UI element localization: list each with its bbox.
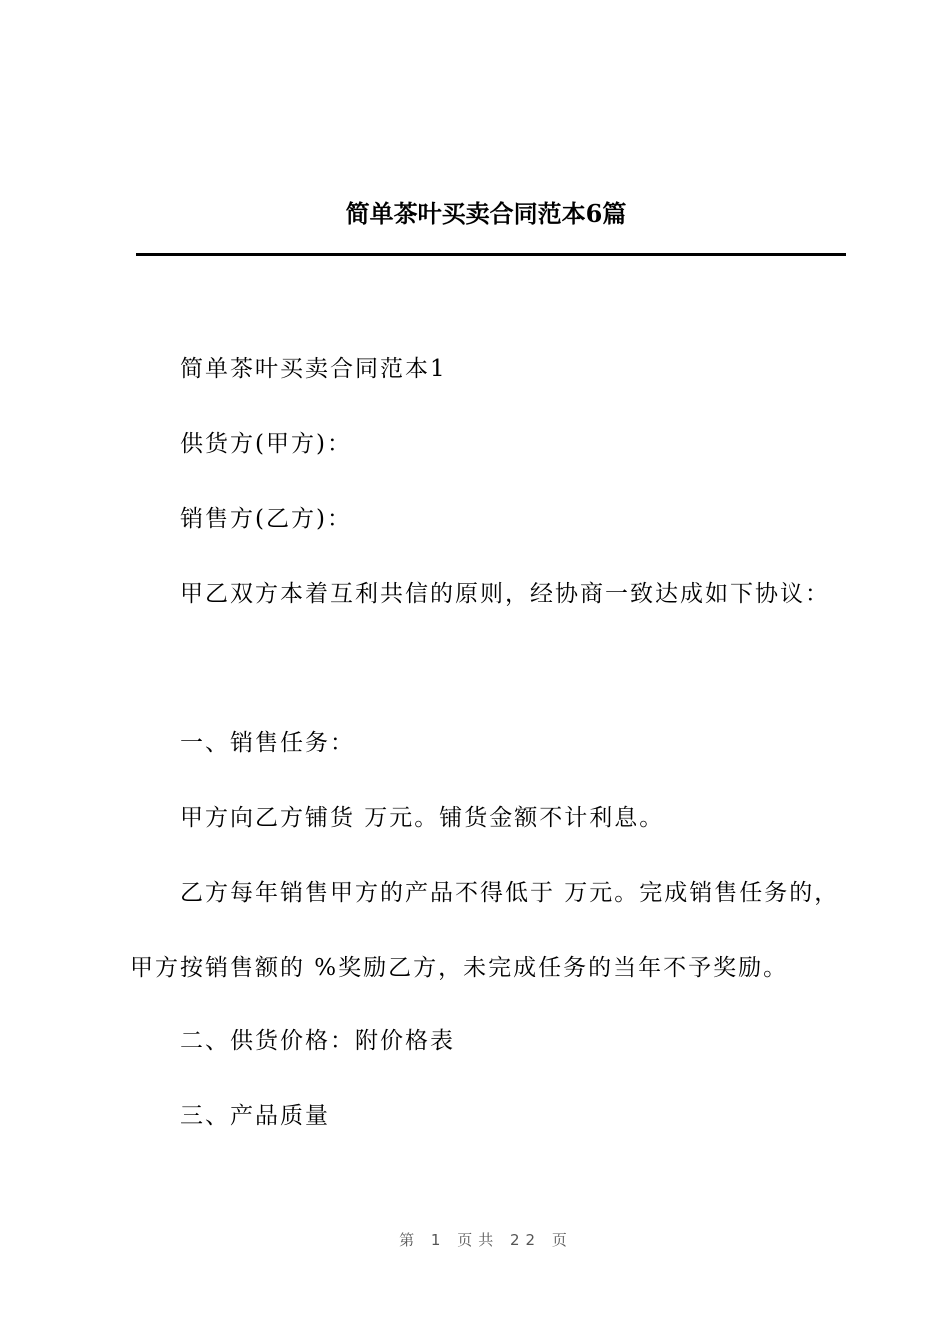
section-1-paragraph-2: 乙方每年销售甲方的产品不得低于 万元。完成销售任务的， — [180, 880, 840, 906]
seller-line: 销售方(乙方)： — [180, 506, 352, 532]
section-1-paragraph-2-continued: 甲方按销售额的 %奖励乙方，未完成任务的当年不予奖励。 — [130, 955, 789, 981]
section-3-heading: 三、产品质量 — [180, 1103, 330, 1129]
section-1-paragraph-1: 甲方向乙方铺货 万元。铺货金额不计利息。 — [180, 805, 665, 831]
section-1-heading: 一、销售任务： — [180, 730, 355, 756]
section-2-heading: 二、供货价格：附价格表 — [180, 1028, 455, 1054]
supplier-line: 供货方(甲方)： — [180, 431, 352, 457]
agreement-intro: 甲乙双方本着互利共信的原则，经协商一致达成如下协议： — [180, 581, 830, 607]
contract-heading: 简单茶叶买卖合同范本1 — [180, 356, 447, 382]
page-footer: 第 1 页共 22 页 — [399, 1231, 573, 1249]
document-title: 简单茶叶买卖合同范本6篇 — [345, 199, 627, 228]
title-divider — [136, 253, 846, 256]
